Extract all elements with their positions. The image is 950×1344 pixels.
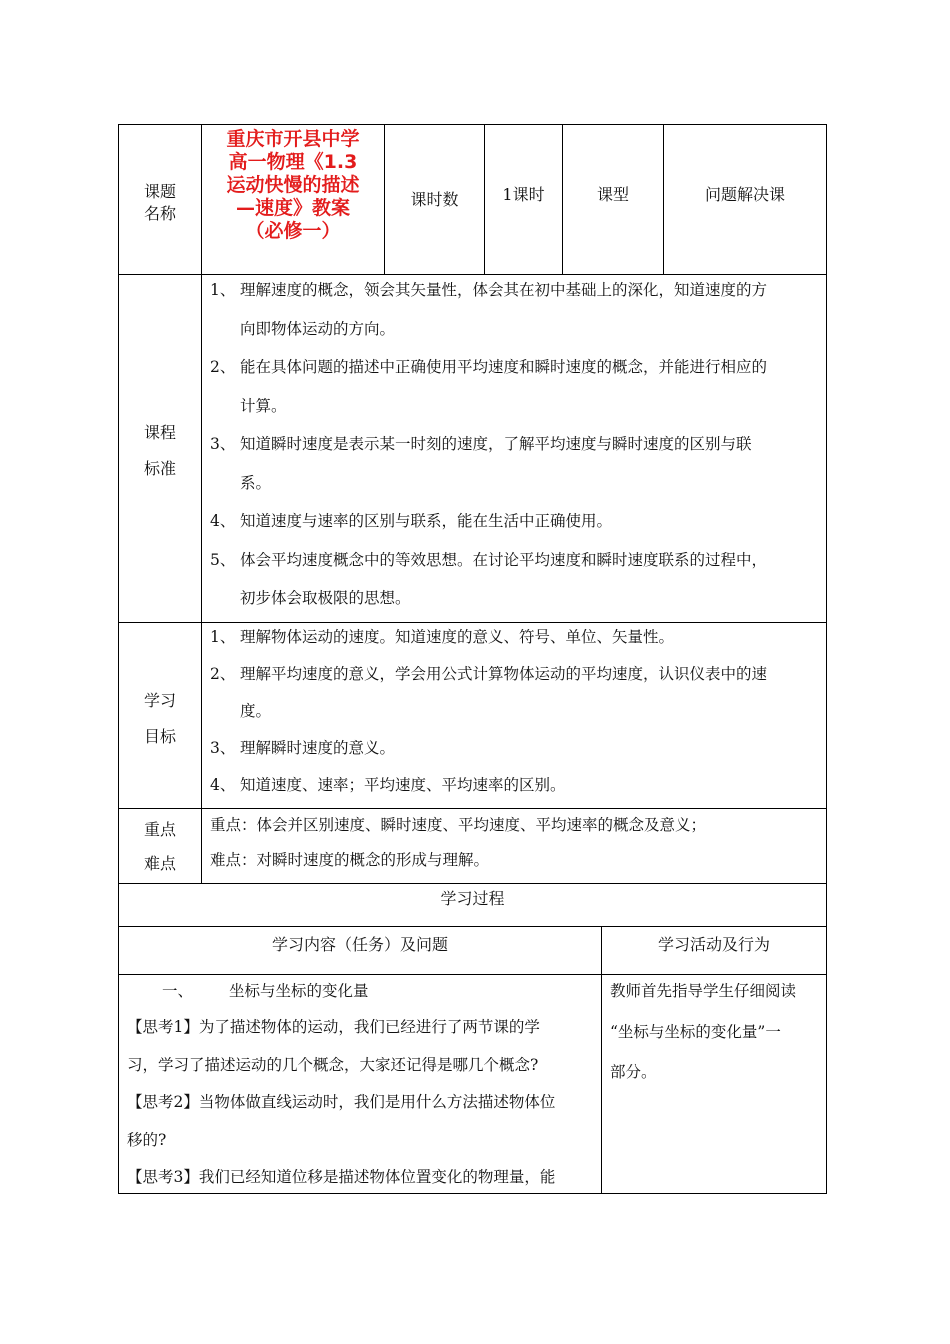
label-line: 重点 — [143, 820, 176, 839]
hours-value: 1课时 — [502, 185, 545, 204]
content-line: 习，学习了描述运动的几个概念，大家还记得是哪几个概念? — [127, 1055, 539, 1074]
item-text: 理解瞬时速度的意义。 — [240, 739, 396, 757]
title-line: （必修一） — [245, 220, 341, 242]
item-text: 知道速度与速率的区别与联系，能在生活中正确使用。 — [240, 512, 613, 530]
title-line: —速度》教案 — [235, 197, 350, 219]
label-line: 目标 — [143, 727, 176, 746]
content-line: 【思考1】为了描述物体的运动，我们已经进行了两节课的学 — [127, 1018, 540, 1036]
label-line: 学习 — [143, 691, 176, 710]
item-number: 4、 — [210, 512, 236, 530]
label-type: 课型 — [596, 185, 629, 204]
col-header-activity: 学习活动及行为 — [657, 935, 770, 954]
label-hours: 课时数 — [410, 190, 459, 209]
label-topic — [119, 181, 201, 225]
title-line: 重庆市开县中学 — [226, 128, 360, 150]
item-text: 理解速度的概念，领会其矢量性，体会其在初中基础上的深化，知道速度的方 — [240, 281, 768, 299]
content-line: 【思考3】我们已经知道位移是描述物体位置变化的物理量，能 — [127, 1168, 556, 1186]
content-line: 移的? — [127, 1130, 167, 1149]
type-value: 问题解决课 — [704, 185, 785, 204]
item-text: 知道速度、速率；平均速度、平均速率的区别。 — [240, 776, 566, 794]
activity-line: “坐标与坐标的变化量”一 — [610, 1022, 781, 1041]
item-number: 1、 — [210, 628, 236, 646]
item-text: 知道瞬时速度是表示某一时刻的速度，了解平均速度与瞬时速度的区别与联 — [240, 435, 752, 453]
activity-line: 部分。 — [610, 1063, 657, 1081]
title-line: 高一物理《1.3 — [228, 151, 358, 173]
item-number: 3、 — [210, 435, 236, 453]
label-keypoints — [119, 813, 201, 881]
item-text: 计算。 — [240, 396, 287, 415]
label-topic-line-1: 课题 — [143, 182, 176, 201]
difficult-point-text: 难点：对瞬时速度的概念的形成与理解。 — [210, 851, 490, 869]
section-title: 坐标与坐标的变化量 — [229, 982, 369, 1000]
item-number: 2、 — [210, 358, 236, 376]
item-number: 4、 — [210, 776, 236, 794]
key-point-text: 重点：体会并区别速度、瞬时速度、平均速度、平均速率的概念及意义； — [210, 816, 707, 834]
item-text: 理解平均速度的意义，学会用公式计算物体运动的平均速度，认识仪表中的速 — [240, 665, 768, 683]
section-number: 一、 — [162, 982, 194, 1000]
item-number: 1、 — [210, 281, 236, 299]
item-number: 2、 — [210, 665, 236, 683]
item-number: 5、 — [210, 550, 236, 569]
item-text: 度。 — [240, 702, 272, 720]
activity-line: 教师首先指导学生仔细阅读 — [610, 982, 797, 1000]
document-title — [202, 128, 384, 243]
col-header-content: 学习内容（任务）及问题 — [271, 935, 448, 954]
item-text: 理解物体运动的速度。知道速度的意义、符号、单位、矢量性。 — [240, 628, 675, 646]
item-text: 体会平均速度概念中的等效思想。在讨论平均速度和瞬时速度联系的过程中， — [240, 550, 768, 569]
item-number: 3、 — [210, 739, 236, 757]
label-goals — [119, 683, 201, 755]
label-line: 课程 — [143, 423, 176, 442]
item-text: 能在具体问题的描述中正确使用平均速度和瞬时速度的概念，并能进行相应的 — [240, 358, 768, 376]
item-text: 向即物体运动的方向。 — [240, 319, 396, 338]
title-line: 运动快慢的描述 — [226, 174, 360, 196]
label-standards — [119, 415, 201, 487]
item-text: 初步体会取极限的思想。 — [240, 589, 411, 607]
label-line: 难点 — [143, 854, 176, 873]
item-text: 系。 — [240, 473, 272, 492]
label-line: 标准 — [143, 459, 176, 478]
label-topic-line-2: 名称 — [143, 204, 176, 223]
content-line: 【思考2】当物体做直线运动时，我们是用什么方法描述物体位 — [127, 1093, 556, 1111]
process-title: 学习过程 — [440, 889, 505, 908]
